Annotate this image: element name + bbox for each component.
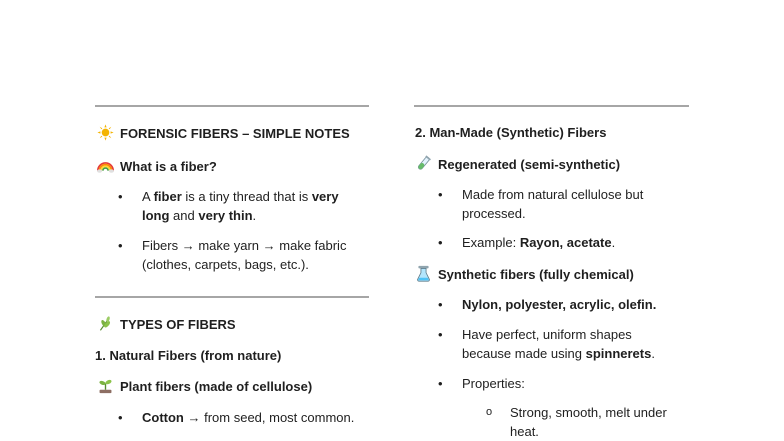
sun-icon [97,124,114,141]
properties-detail: Strong, smooth, melt under heat. [510,405,667,439]
bullet-marker: • [438,187,443,202]
man-made-heading: 2. Man-Made (Synthetic) Fibers [415,125,607,140]
synthetic-heading: Synthetic fibers (fully chemical) [415,265,634,284]
bullet-marker: • [118,238,123,253]
bullet-marker: • [438,235,443,250]
bullet-marker: • [118,410,123,425]
test-tube-icon [415,155,432,172]
bullet-marker: • [438,327,443,342]
regenerated-example: Example: Rayon, acetate. [462,235,616,250]
regenerated-heading: Regenerated (semi-synthetic) [415,155,620,174]
fiber-definition: A fiber is a tiny thread that is very long and very thin. [142,189,339,223]
plant-fibers-heading: Plant fibers (made of cellulose) [97,377,312,396]
alembic-icon [415,265,432,282]
notes-title: FORENSIC FIBERS – SIMPLE NOTES [97,124,350,143]
bullet-marker: • [438,297,443,312]
herb-icon [97,315,114,332]
regenerated-description: Made from natural cellulose but processed. [462,187,644,221]
what-is-fiber-heading: What is a fiber? [97,157,217,176]
fiber-to-fabric: Fibers → make yarn → make fabric (clothes, carpets, bags, etc.). [142,238,347,272]
divider-top-left [95,105,369,107]
natural-fibers-heading: 1. Natural Fibers (from nature) [95,348,282,363]
bullet-marker: • [438,376,443,391]
rainbow-icon [97,157,114,174]
types-heading: TYPES OF FIBERS [97,315,236,334]
synthetic-examples: Nylon, polyester, acrylic, olefin. [462,297,657,312]
cotton-item: Cotton → from seed, most common. [142,410,355,425]
properties-label: Properties: [462,376,525,391]
spinnerets-note: Have perfect, uniform shapes because made using spinnerets. [462,327,655,361]
divider-mid-left [95,296,369,298]
divider-top-right [414,105,689,107]
seedling-icon [97,377,114,394]
sub-bullet-marker: o [486,406,493,418]
bullet-marker: • [118,189,123,204]
